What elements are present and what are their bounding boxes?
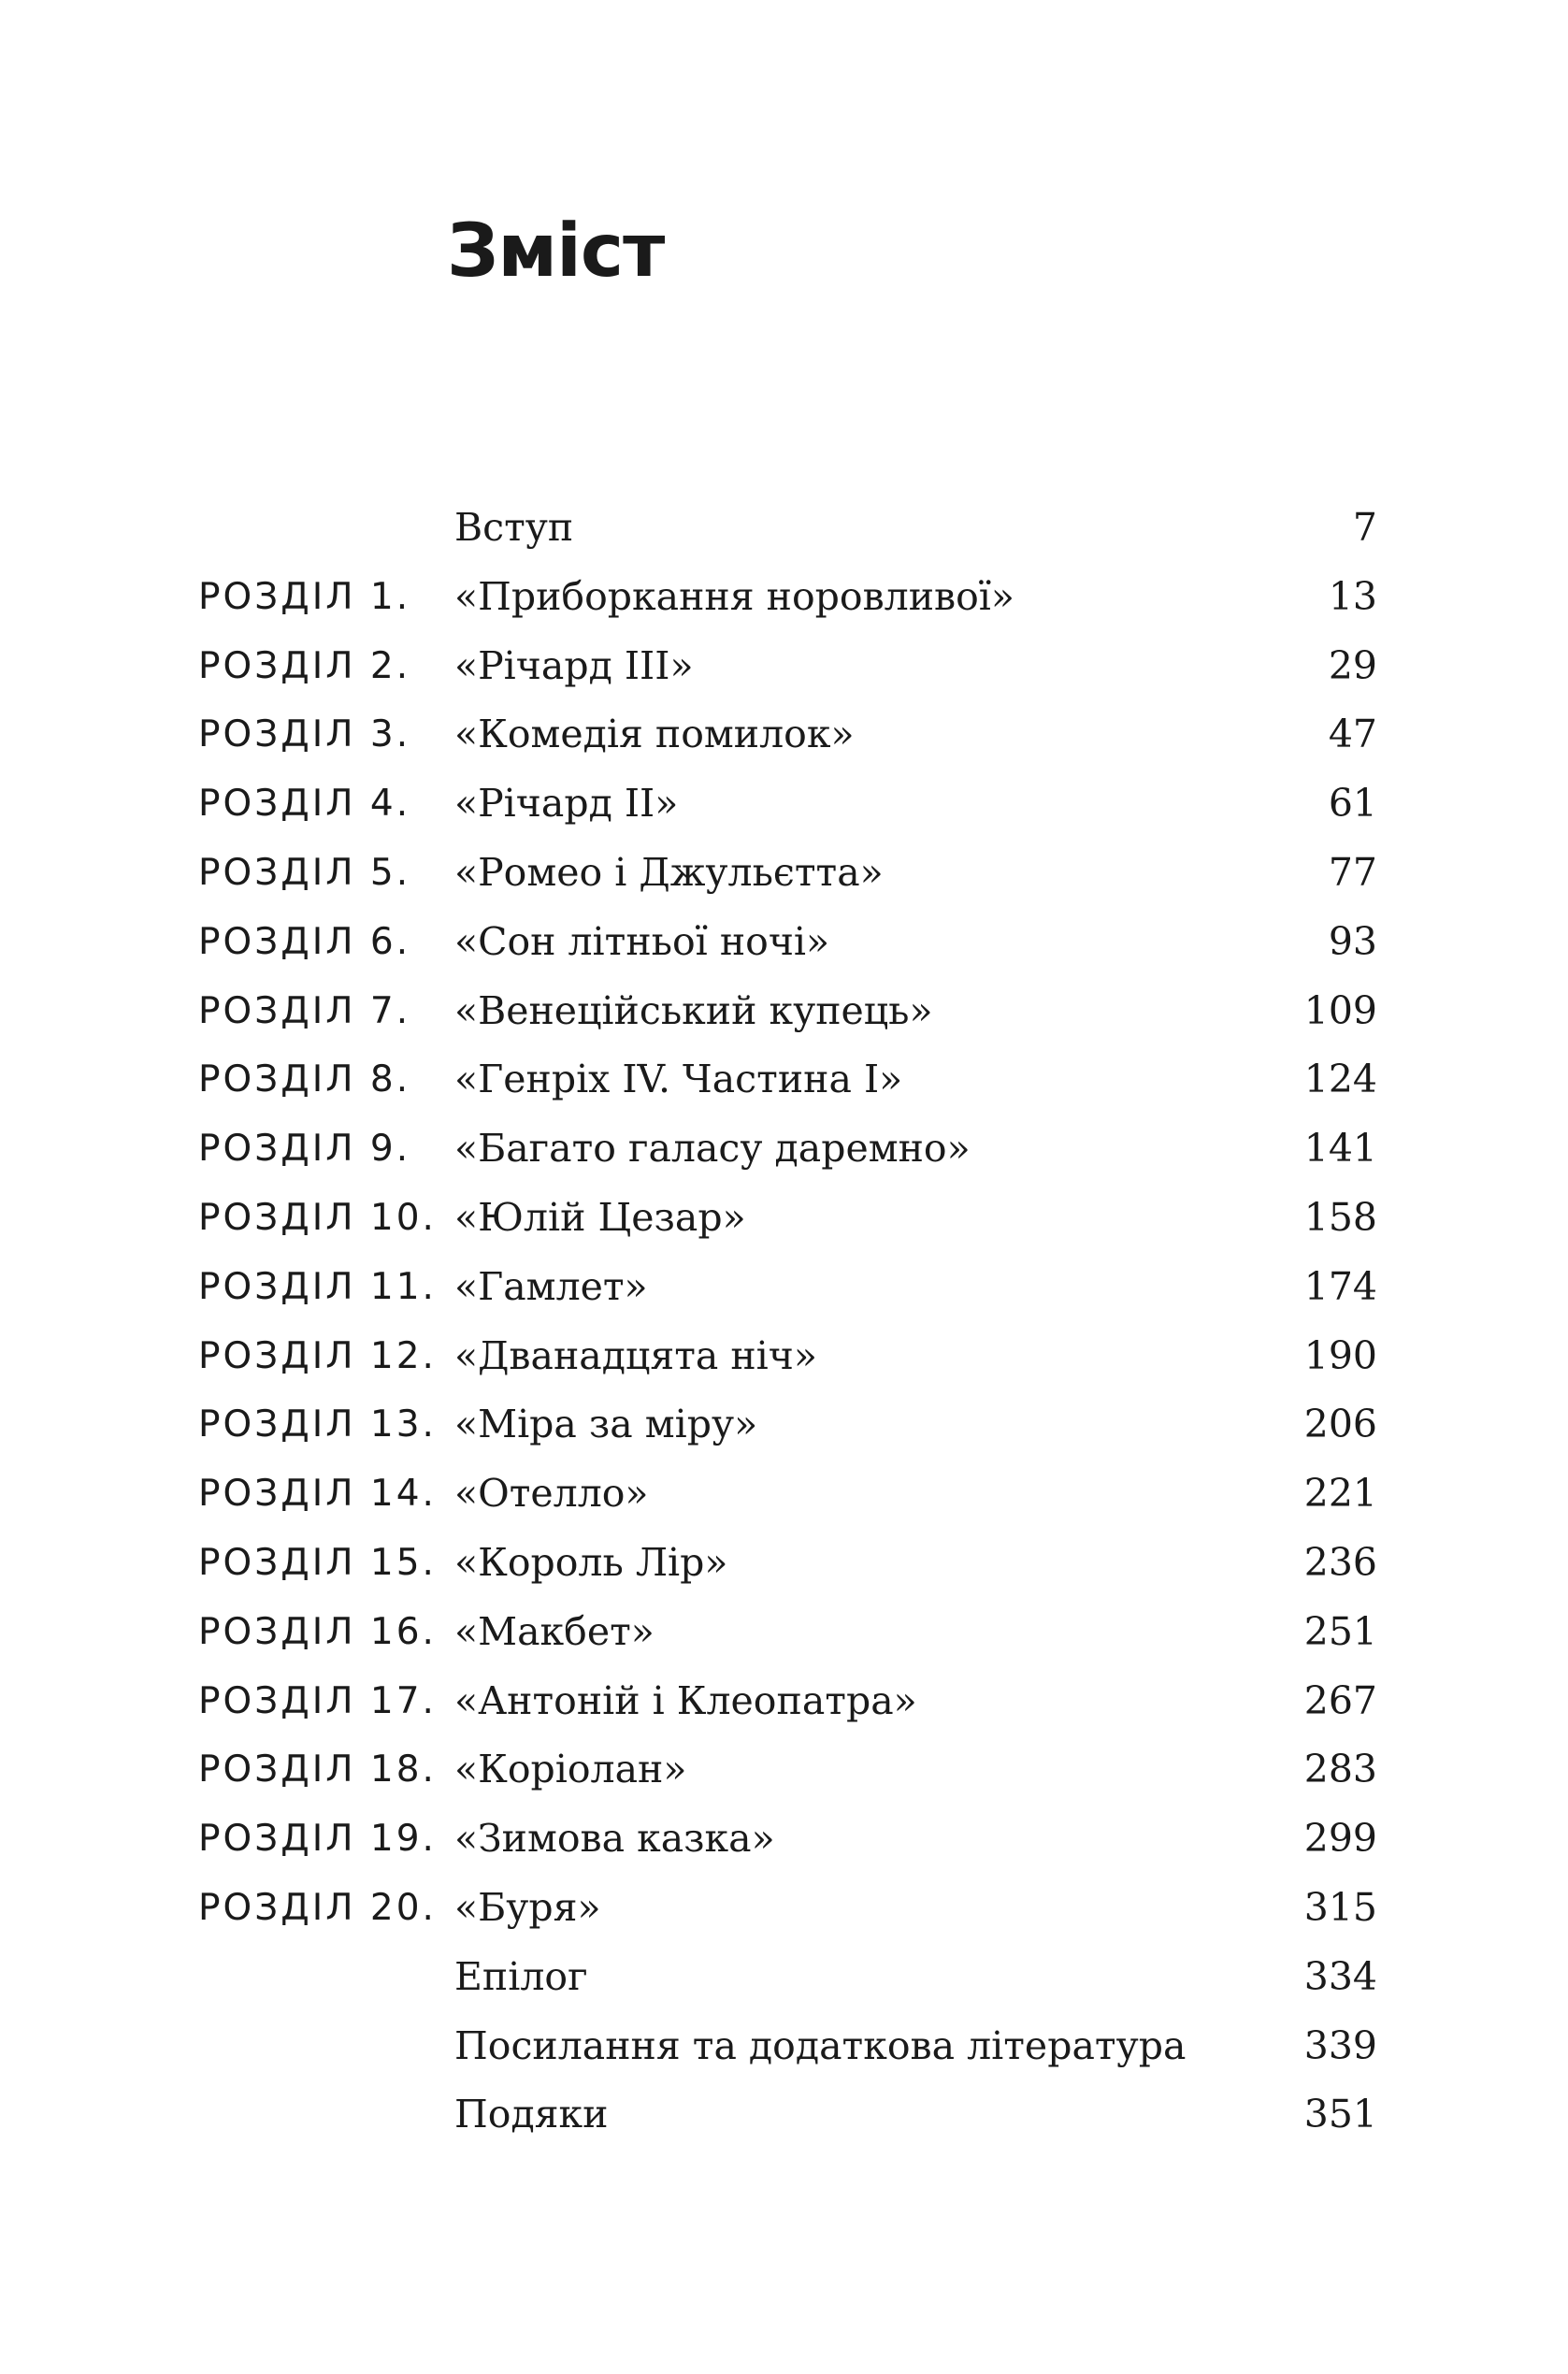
entry-page-number: 29 — [1328, 642, 1377, 688]
entry-page-number: 221 — [1303, 1471, 1377, 1517]
entry-page-number: 190 — [1303, 1332, 1377, 1378]
chapter-label: РОЗДІЛ 2. — [198, 644, 411, 687]
entry-page-number: 109 — [1303, 987, 1377, 1033]
toc-entry[interactable] — [0, 700, 1568, 770]
chapter-label: РОЗДІЛ 8. — [198, 1058, 411, 1101]
toc-entry[interactable] — [0, 839, 1568, 908]
toc-entry[interactable] — [0, 1460, 1568, 1529]
toc-entry[interactable] — [0, 1045, 1568, 1115]
toc-entry[interactable] — [0, 563, 1568, 632]
entry-title: «Багато галасу даремно» — [454, 1126, 971, 1172]
entry-page-number: 47 — [1328, 712, 1377, 757]
entry-title: «Зимова казка» — [454, 1816, 775, 1862]
entry-page-number: 299 — [1303, 1816, 1377, 1862]
toc-entry[interactable] — [0, 1390, 1568, 1460]
entry-title: «Ромео і Джульєтта» — [454, 849, 884, 895]
toc-entry[interactable] — [0, 2012, 1568, 2081]
toc-entry[interactable] — [0, 494, 1568, 563]
chapter-label: РОЗДІЛ 9. — [198, 1128, 411, 1171]
entry-title: Посилання та додаткова література — [454, 2022, 1187, 2068]
entry-title: «Отелло» — [454, 1471, 649, 1517]
entry-title: «Венеційський купець» — [454, 987, 933, 1033]
toc-entry[interactable] — [0, 977, 1568, 1046]
table-of-contents — [0, 494, 1568, 2150]
toc-entry[interactable] — [0, 1529, 1568, 1598]
chapter-label: РОЗДІЛ 19. — [198, 1818, 437, 1861]
entry-title: «Річард III» — [454, 642, 694, 688]
entry-title: «Юлій Цезар» — [454, 1194, 746, 1240]
toc-entry[interactable] — [0, 632, 1568, 701]
toc-entry[interactable] — [0, 1943, 1568, 2012]
entry-title: «Річард II» — [454, 781, 679, 827]
entry-page-number: 158 — [1303, 1194, 1377, 1240]
entry-title: «Генріх IV. Частина I» — [454, 1057, 903, 1102]
page-title: Зміст — [447, 209, 665, 294]
toc-entry[interactable] — [0, 1322, 1568, 1391]
toc-entry[interactable] — [0, 1805, 1568, 1874]
entry-page-number: 236 — [1303, 1539, 1377, 1585]
entry-title: Вступ — [454, 505, 574, 550]
entry-title: «Макбет» — [454, 1608, 655, 1654]
toc-entry[interactable] — [0, 1598, 1568, 1667]
entry-page-number: 334 — [1303, 1953, 1377, 1999]
chapter-label: РОЗДІЛ 20. — [198, 1886, 437, 1929]
chapter-label: РОЗДІЛ 13. — [198, 1403, 437, 1446]
entry-title: «Приборкання норовливої» — [454, 573, 1015, 619]
chapter-label: РОЗДІЛ 10. — [198, 1196, 437, 1239]
entry-page-number: 315 — [1303, 1884, 1377, 1930]
entry-page-number: 13 — [1328, 573, 1377, 619]
entry-page-number: 351 — [1303, 2092, 1377, 2137]
entry-title: «Міра за міру» — [454, 1402, 758, 1447]
chapter-label: РОЗДІЛ 1. — [198, 575, 411, 618]
chapter-label: РОЗДІЛ 14. — [198, 1473, 437, 1516]
chapter-label: РОЗДІЛ 16. — [198, 1610, 437, 1653]
entry-title: «Гамлет» — [454, 1263, 648, 1309]
entry-page-number: 7 — [1352, 505, 1377, 550]
toc-entry[interactable] — [0, 1115, 1568, 1184]
entry-title: «Дванадцята ніч» — [454, 1332, 817, 1378]
entry-title: «Антоній і Клеопатра» — [454, 1677, 917, 1723]
toc-entry[interactable] — [0, 1184, 1568, 1253]
chapter-label: РОЗДІЛ 3. — [198, 713, 411, 756]
entry-page-number: 267 — [1303, 1677, 1377, 1723]
entry-title: «Комедія помилок» — [454, 712, 855, 757]
entry-page-number: 93 — [1328, 918, 1377, 964]
chapter-label: РОЗДІЛ 4. — [198, 783, 411, 826]
chapter-label: РОЗДІЛ 6. — [198, 920, 411, 963]
toc-entry[interactable] — [0, 770, 1568, 839]
entry-page-number: 206 — [1303, 1402, 1377, 1447]
entry-page-number: 77 — [1328, 849, 1377, 895]
entry-page-number: 124 — [1303, 1057, 1377, 1102]
entry-page-number: 174 — [1303, 1263, 1377, 1309]
chapter-label: РОЗДІЛ 5. — [198, 851, 411, 894]
entry-title: «Сон літньої ночі» — [454, 918, 830, 964]
toc-entry[interactable] — [0, 1253, 1568, 1322]
entry-page-number: 141 — [1303, 1126, 1377, 1172]
toc-entry[interactable] — [0, 2080, 1568, 2150]
entry-title: Подяки — [454, 2092, 609, 2137]
chapter-label: РОЗДІЛ 18. — [198, 1748, 437, 1791]
chapter-label: РОЗДІЛ 12. — [198, 1334, 437, 1377]
toc-entry[interactable] — [0, 1667, 1568, 1736]
entry-page-number: 61 — [1328, 781, 1377, 827]
entry-page-number: 251 — [1303, 1608, 1377, 1654]
entry-title: «Коріолан» — [454, 1747, 687, 1792]
chapter-label: РОЗДІЛ 7. — [198, 989, 411, 1032]
toc-entry[interactable] — [0, 1874, 1568, 1943]
entry-title: «Буря» — [454, 1884, 601, 1930]
toc-entry[interactable] — [0, 1735, 1568, 1805]
chapter-label: РОЗДІЛ 17. — [198, 1679, 437, 1722]
chapter-label: РОЗДІЛ 15. — [198, 1541, 437, 1584]
entry-page-number: 283 — [1303, 1747, 1377, 1792]
entry-title: «Король Лір» — [454, 1539, 728, 1585]
toc-entry[interactable] — [0, 908, 1568, 977]
chapter-label: РОЗДІЛ 11. — [198, 1265, 437, 1308]
entry-page-number: 339 — [1303, 2022, 1377, 2068]
entry-title: Епілог — [454, 1953, 588, 1999]
